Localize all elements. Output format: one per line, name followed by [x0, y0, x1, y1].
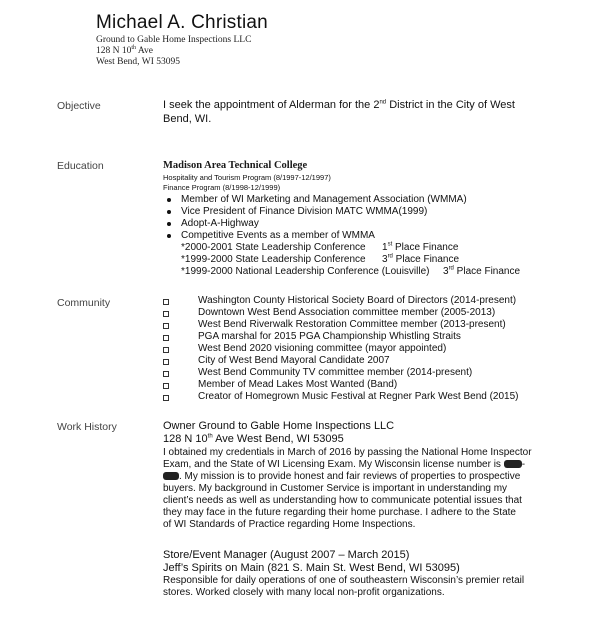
edu-event-3: *1999-2000 National Leadership Conference (Louisville)	[181, 266, 430, 277]
square-bullet-icon	[163, 371, 169, 377]
job1-desc-line: I obtained my credentials in March of 2016 by passing the National Home Inspector	[163, 447, 532, 458]
square-bullet-icon	[163, 383, 169, 389]
community-item: West Bend Community TV committee member (2014-present)	[198, 367, 473, 378]
community-item: West Bend Riverwalk Restoration Committee member (2013-present)	[198, 319, 506, 330]
community-item: Washington County Historical Society Board of Directors (2014-present)	[198, 295, 517, 306]
community-item: Member of Mead Lakes Most Wanted (Band)	[198, 379, 398, 390]
edu-event-3-place: 3rd Place Finance	[443, 265, 521, 277]
resume-name: Michael A. Christian	[96, 12, 268, 33]
street-line: 128 N 10th Ave	[96, 44, 154, 56]
section-education-label: Education	[57, 160, 104, 172]
school-name: Madison Area Technical College	[163, 160, 308, 171]
program-2: Finance Program (8/1998-12/1999)	[163, 183, 281, 192]
job2-title: Store/Event Manager (August 2007 – March 2015)	[163, 549, 410, 561]
square-bullet-icon	[163, 359, 169, 365]
community-item: Downtown West Bend Association committee member (2005-2013)	[198, 307, 496, 318]
community-item: City of West Bend Mayoral Candidate 2007	[198, 355, 390, 366]
square-bullet-icon	[163, 335, 169, 341]
bullet-icon	[167, 210, 171, 214]
job1-desc-line: Exam, and the State of WI Licensing Exam. My Wisconsin license number is -	[163, 459, 526, 470]
section-objective-label: Objective	[57, 100, 101, 112]
square-bullet-icon	[163, 347, 169, 353]
edu-event-1: *2000-2001 State Leadership Conference	[181, 242, 366, 253]
objective-line-1: I seek the appointment of Alderman for the 2nd District in the City of West	[163, 99, 515, 111]
company-line: Ground to Gable Home Inspections LLC	[96, 35, 252, 45]
city-line: West Bend, WI 53095	[96, 57, 181, 67]
job1-desc-line: they may face in the future regarding their home purchase. I adhere to the State	[163, 507, 516, 518]
job1-desc-line: client’s needs as well as understanding how to communicate potential issues that	[163, 495, 522, 506]
section-community-label: Community	[57, 297, 111, 309]
job1-desc-line: . My mission is to provide honest and fair reviews of properties to prospective	[163, 471, 520, 483]
bullet-icon	[167, 222, 171, 226]
redaction-mark	[163, 472, 179, 480]
job1-title: Owner Ground to Gable Home Inspections LLC	[163, 420, 395, 432]
square-bullet-icon	[163, 395, 169, 401]
program-1: Hospitality and Tourism Program (8/1997-12/1997)	[163, 173, 331, 182]
job2-desc-line: stores. Worked closely with many local non-profit organizations.	[163, 587, 445, 598]
bullet-icon	[167, 234, 171, 238]
square-bullet-icon	[163, 323, 169, 329]
community-item: PGA marshal for 2015 PGA Championship Whistling Straits	[198, 331, 461, 342]
edu-event-2-place: 3rd Place Finance	[382, 253, 460, 265]
square-bullet-icon	[163, 311, 169, 317]
edu-bullet-3: Adopt-A-Highway	[181, 218, 259, 229]
square-bullet-icon	[163, 299, 169, 305]
community-item: Creator of Homegrown Music Festival at Regner Park West Bend (2015)	[198, 391, 519, 402]
objective-line-2: Bend, WI.	[163, 113, 212, 125]
job2-place: Jeff’s Spirits on Main (821 S. Main St. West Bend, WI 53095)	[163, 562, 460, 574]
edu-bullet-2: Vice President of Finance Division MATC WMMA(1999)	[181, 206, 428, 217]
job2-desc-line: Responsible for daily operations of one of southeastern Wisconsin’s premier retail	[163, 575, 525, 586]
job1-desc-line: buyers. My background in Customer Service is important in understanding my	[163, 483, 508, 494]
job1-desc-line: of WI Standards of Practice regarding Home Inspections.	[163, 519, 416, 530]
section-work-label: Work History	[57, 421, 117, 433]
job1-address: 128 N 10th Ave West Bend, WI 53095	[163, 433, 344, 445]
edu-bullet-4: Competitive Events as a member of WMMA	[181, 230, 375, 241]
bullet-icon	[167, 198, 171, 202]
redaction-mark	[504, 460, 522, 468]
community-item: West Bend 2020 visioning committee (mayor appointed)	[198, 343, 447, 354]
edu-event-2: *1999-2000 State Leadership Conference	[181, 254, 366, 265]
edu-bullet-1: Member of WI Marketing and Management Association (WMMA)	[181, 194, 467, 205]
edu-event-1-place: 1st Place Finance	[382, 241, 459, 253]
